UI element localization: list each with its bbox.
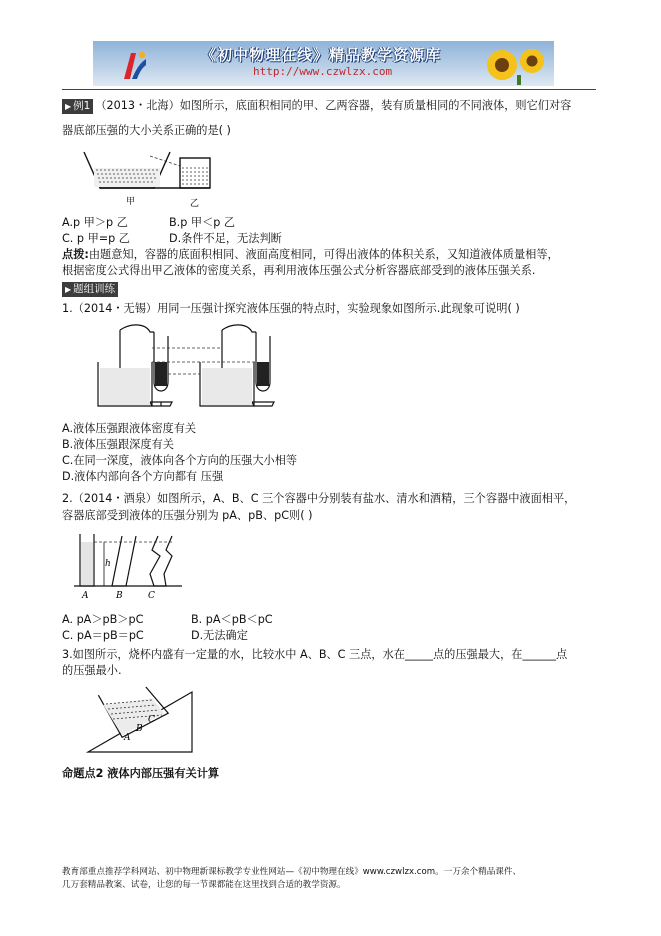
q2-stem-1: 2.（2014・酒泉）如图所示，A、B、C 三个容器中分别装有盐水、清水和酒精，三个容器中液面相平， — [62, 492, 576, 505]
example-option-b: B.p 甲＜p 乙 — [169, 216, 236, 229]
q3-label-b: B — [136, 724, 143, 734]
fig-label-b: B — [116, 591, 123, 601]
sunflower-image — [482, 45, 548, 85]
q1-option-c: C.在同一深度，液体向各个方向的压强大小相等 — [62, 454, 298, 467]
footer-line-1: 教育部重点推荐学科网站、初中物理新课标教学专业性网站—《初中物理在线》www.czwlzx.com。一万余个精品课件、 — [62, 867, 522, 877]
q1-stem: 1.（2014・无锡）用同一压强计探究液体压强的特点时，实验现象如图所示.此现象可说明( ) — [62, 302, 520, 315]
q1-figure — [92, 322, 292, 412]
fig-label-a: A — [82, 591, 89, 601]
q3-stem-2: 的压强最小. — [62, 664, 122, 677]
q2-figure — [74, 530, 184, 602]
q1-option-b: B.液体压强跟深度有关 — [62, 438, 174, 451]
example-line-1: ▶ 例1 （2013・北海）如图所示，底面积相同的甲、乙两容器，装有质量相同的不同液体，则它们对容 — [62, 99, 571, 114]
q3-label-c: C — [148, 715, 155, 725]
training-tag-line — [62, 282, 120, 297]
q3-figure — [86, 682, 196, 754]
banner-title: 《初中物理在线》精品教学资源库 — [201, 46, 442, 64]
q2-stem-2: 容器底部受到液体的压强分别为 pA、pB、pC则( ) — [62, 509, 313, 522]
header-rule — [62, 89, 596, 90]
q2-option-b: B. pA＜pB＜pC — [191, 613, 273, 626]
example-option-d: D.条件不足，无法判断 — [169, 232, 282, 245]
example-figure — [82, 148, 222, 210]
q2-option-d: D.无法确定 — [191, 629, 248, 642]
q1-option-a: A.液体压强跟液体密度有关 — [62, 422, 197, 435]
q3-stem-1: 3.如图所示，烧杯内盛有一定量的水，比较水中 A、B、C 三点，水在_____点的压强最大，在______点 — [62, 648, 568, 661]
footer-line-2: 几万套精品教案、试卷，让您的每一节课都能在这里找到合适的教学资源。 — [62, 880, 346, 890]
q1-option-d: D.液体内部向各个方向都有 压强 — [62, 470, 224, 483]
q3-label-a: A — [124, 733, 131, 743]
training-tag: ▶ 题组训练 — [62, 282, 118, 297]
example-line-2: 器底部压强的大小关系正确的是( ) — [62, 124, 231, 137]
fig-label-jia: 甲 — [126, 197, 136, 207]
logo-icon — [118, 49, 148, 81]
tip-line-2: 根据密度公式得出甲乙液体的密度关系，再利用液体压强公式分析容器底部受到的液体压强关系. — [62, 264, 536, 277]
header-banner — [93, 41, 554, 86]
example-tag: ▶ 例1 — [62, 99, 93, 114]
fig-label-h: h — [105, 559, 111, 569]
q2-option-c: C. pA＝pB＝pC — [62, 629, 144, 642]
example-option-c: C. p 甲=p 乙 — [62, 232, 130, 245]
banner-url[interactable]: http://www.czwlzx.com — [253, 65, 393, 78]
fig-label-yi: 乙 — [190, 199, 200, 209]
q2-option-a: A. pA＞pB＞pC — [62, 613, 144, 626]
tip-line-1: 点拨:由题意知，容器的底面积相同、液面高度相同，可得出液体的体积关系，又知道液体质量相等， — [62, 248, 559, 261]
example-option-a: A.p 甲＞p 乙 — [62, 216, 128, 229]
fig-label-c: C — [148, 591, 155, 601]
section-heading: 命题点2 液体内部压强有关计算 — [62, 767, 220, 780]
